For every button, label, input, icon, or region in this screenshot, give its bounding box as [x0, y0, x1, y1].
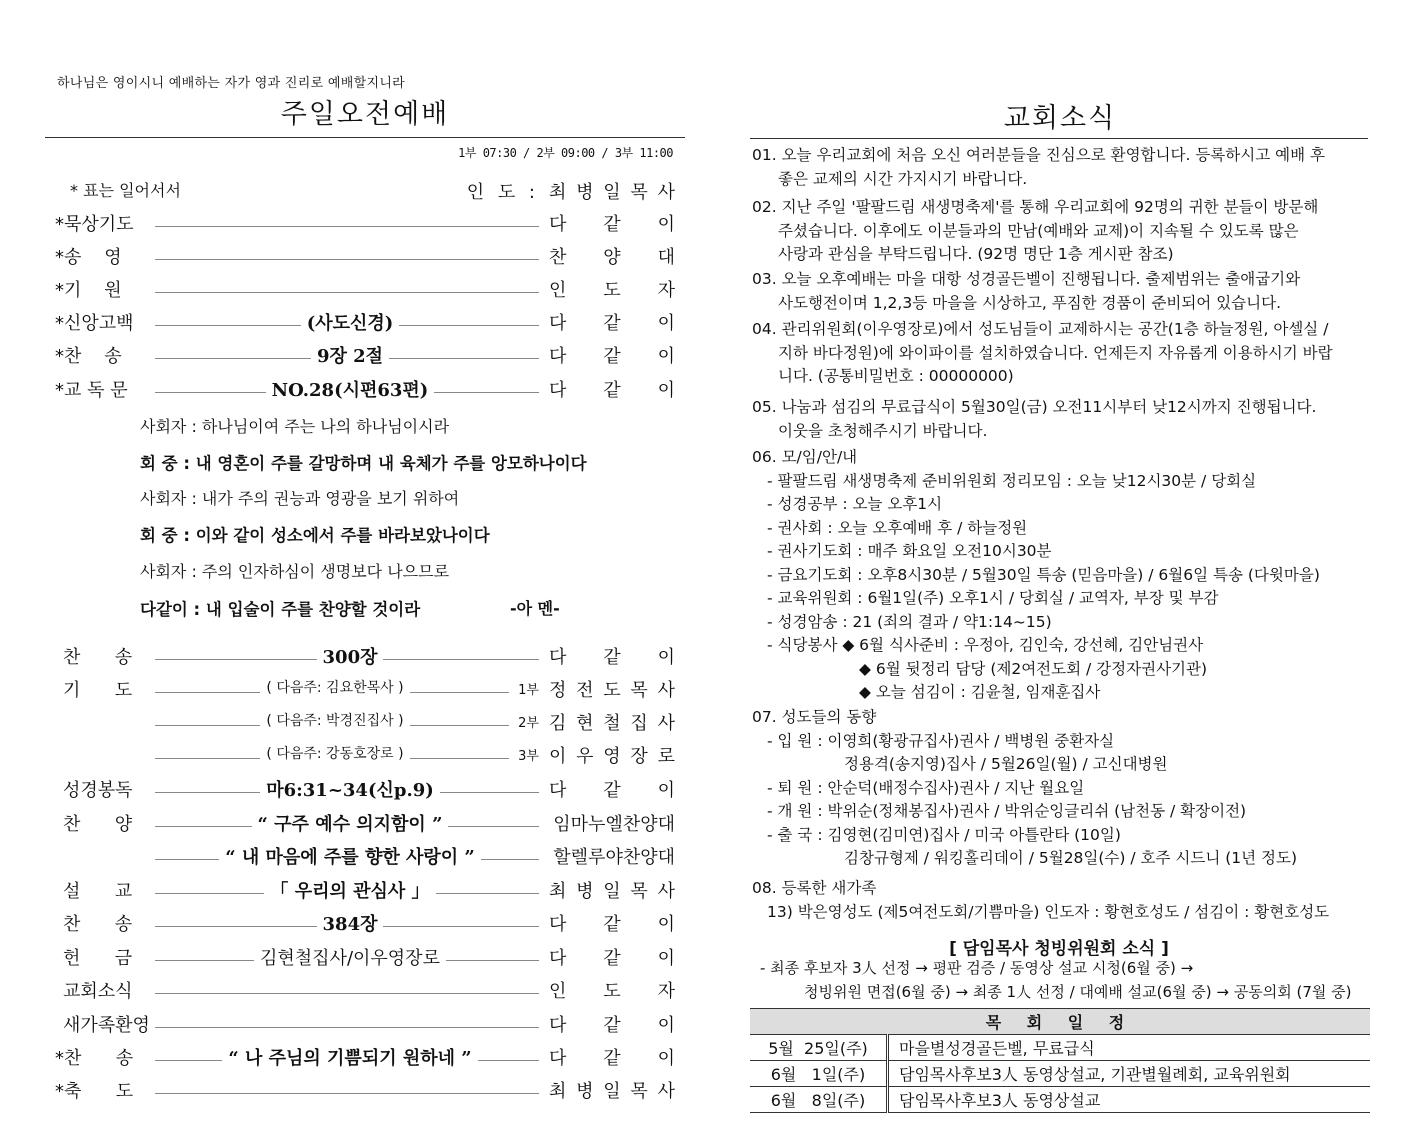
- church-news-page: [705, 0, 1416, 1142]
- order-label: *찬 송: [55, 1048, 134, 1069]
- news-item: [752, 318, 1368, 389]
- order-person: 인 도 자: [549, 280, 675, 301]
- schedule-event: 담임목사후보3人 동영상설교, 기관별월례회, 교육위원회: [888, 1061, 1371, 1087]
- schedule-title: 목 회 일 정: [750, 1009, 1370, 1035]
- meeting-item: - 식당봉사 ◆ 6월 식사준비 : 우정아, 김인숙, 강선혜, 김안님권사: [767, 636, 1204, 654]
- news-item: [752, 196, 1368, 267]
- order-row: [55, 977, 675, 1007]
- news-line: 03. 오늘 오후예배는 마을 대항 성경골든벨이 진행됩니다. 출제범위는 출애굽기와: [752, 270, 1301, 288]
- order-row: [55, 309, 675, 339]
- worship-order-page: [0, 0, 700, 1142]
- news-line: 사랑과 관심을 부탁드립니다. (92명 명단 1층 게시판 참조): [778, 245, 1174, 263]
- news-line: 05. 나눔과 섬김의 무료급식이 5월30일(금) 오전11시부터 낮12시까지 진행됩니다.: [752, 398, 1317, 416]
- order-row: [55, 342, 675, 372]
- schedule-date: 6월 8일(주): [750, 1087, 888, 1113]
- responsive-line: 사회자 : 내가 주의 권능과 영광을 보기 위하여: [140, 489, 460, 508]
- search-committee-title: [ 담임목사 청빙위원회 소식 ]: [949, 939, 1169, 959]
- search-line: 청빙위원 면접(6월 중) → 최종 1人 선정 / 대예배 설교(6월 중) → 공동의회 (7월 중): [804, 982, 1352, 1001]
- order-person: 다 같 이: [549, 647, 675, 668]
- news-item: [752, 268, 1368, 315]
- order-item: NO.28(시편63편): [266, 380, 435, 401]
- search-committee-body: [752, 957, 1368, 1004]
- news-line: 01. 오늘 우리교회에 처음 오신 여러분들을 진심으로 환영합니다. 등록하시고 예배 후: [752, 146, 1325, 164]
- order-label: *찬 송: [55, 346, 122, 367]
- meeting-item: - 성경공부 : 오늘 오후1시: [767, 495, 943, 513]
- news-line: 니다. (공통비밀번호 : 00000000): [778, 367, 1014, 385]
- table-row: [750, 1035, 1370, 1061]
- order-person: 다 같 이: [549, 214, 675, 235]
- table-row: [750, 1061, 1370, 1087]
- meeting-item: - 팔팔드림 새생명축제 준비위원회 정리모임 : 오늘 낮12시30분 / 당회실: [767, 471, 1257, 490]
- order-item: 300장: [317, 647, 384, 668]
- news-item: [752, 144, 1368, 191]
- responsive-line: 사회자 : 하나님이여 주는 나의 하나님이시라: [140, 417, 450, 436]
- news-item: [752, 396, 1368, 443]
- order-row: [55, 243, 675, 273]
- news-line: 주셨습니다. 이후에도 이분들과의 만남(예배와 교제)이 지속될 수 있도록 많은: [778, 221, 1299, 240]
- order-item: 마6:31~34(신p.9): [260, 780, 440, 801]
- order-item: (사도신경): [301, 313, 400, 334]
- order-row: [55, 709, 675, 739]
- order-label: 성경봉독: [63, 780, 133, 801]
- news-line: 04. 관리위원회(이우영장로)에서 성도님들이 교제하시는 공간(1층 하늘정원, 아셀실 /: [752, 320, 1329, 338]
- order-row: [55, 676, 675, 706]
- order-person: 할렐루야찬양대: [553, 847, 675, 868]
- order-row: [55, 210, 675, 240]
- member-item: - 퇴 원 : 안순덕(배정수집사)권사 / 지난 월요일: [767, 778, 1085, 797]
- order-item: 김현철집사/이우영장로: [254, 948, 446, 969]
- leader-name: 최 병 일 목 사: [549, 182, 675, 203]
- news-divider: [750, 138, 1368, 139]
- order-person: 최 병 일 목 사: [549, 881, 675, 902]
- order-row: [55, 877, 675, 907]
- responsive-line: 사회자 : 주의 인자하심이 생명보다 나으므로: [140, 562, 450, 581]
- news-line: 02. 지난 주일 '팔팔드림 새생명축제'를 통해 우리교회에 92명의 귀한 분들이 방문해: [752, 198, 1319, 216]
- order-row: [55, 944, 675, 974]
- order-item: ( 다음주: 강동호장로 ): [260, 746, 409, 762]
- order-person: 이 우 영 장 로: [549, 746, 675, 767]
- service-number: 1부: [518, 683, 539, 698]
- order-item: “ 구주 예수 의지함이 ”: [252, 814, 449, 835]
- order-label: 새가족환영: [63, 1015, 150, 1036]
- order-row: [55, 1011, 675, 1041]
- section-heading: 08. 등록한 새가족: [752, 879, 877, 897]
- order-item: “ 나 주님의 기쁨되기 원하네 ”: [222, 1048, 477, 1069]
- leader-dots: [155, 1027, 539, 1028]
- service-number: 2부: [518, 716, 539, 731]
- order-item: ( 다음주: 김요한목사 ): [260, 680, 409, 696]
- order-row: [55, 776, 675, 806]
- leader-dots: [155, 292, 539, 293]
- responsive-line: 회 중 : 내 영혼이 주를 갈망하며 내 육체가 주를 앙모하나이다: [140, 454, 587, 473]
- worship-title: 주일오전예배: [280, 99, 450, 130]
- leader-label: 인 도 :: [466, 182, 539, 203]
- schedule-event: 담임목사후보3人 동영상설교: [888, 1087, 1371, 1113]
- order-item: ( 다음주: 박경진집사 ): [260, 713, 409, 729]
- order-row: [55, 910, 675, 940]
- order-row: [55, 1077, 675, 1107]
- order-label: *교 독 문: [55, 380, 128, 401]
- order-label: 헌 금: [63, 948, 133, 969]
- member-item: 정용격(송지영)집사 / 5월26일(월) / 고신대병원: [844, 755, 1168, 773]
- order-label: 찬 송: [63, 647, 133, 668]
- leader-dots: [155, 1093, 539, 1094]
- meeting-item: - 교육위원회 : 6월1일(주) 오후1시 / 당회실 / 교역자, 부장 및 부감: [767, 589, 1219, 607]
- news-line: 이웃을 초청해주시기 바랍니다.: [778, 421, 988, 440]
- order-person: 다 같 이: [549, 313, 675, 334]
- order-row: [55, 843, 675, 873]
- order-label: 기 도: [63, 680, 133, 701]
- schedule-table: [750, 1008, 1370, 1113]
- standing-note: * 표는 일어서서: [70, 181, 181, 200]
- order-person: 다 같 이: [549, 914, 675, 935]
- section-heading: 06. 모/임/안/내: [752, 448, 858, 466]
- meeting-item: ◆ 6월 뒷정리 담당 (제2여전도회 / 강정자권사기관): [859, 659, 1208, 678]
- order-person: 인 도 자: [549, 981, 675, 1002]
- meeting-item: ◆ 오늘 섬김이 : 김윤철, 임재훈집사: [859, 683, 1101, 701]
- order-row: [55, 810, 675, 840]
- order-person: 다 같 이: [549, 1048, 675, 1069]
- order-row: [55, 742, 675, 772]
- member-item: - 출 국 : 김영현(김미연)집사 / 미국 아틀란타 (10일): [767, 825, 1121, 844]
- title-divider: [45, 137, 685, 138]
- order-row: [55, 643, 675, 673]
- header-row: [55, 178, 675, 208]
- order-item: “ 내 마음에 주를 향한 사랑이 ”: [219, 847, 481, 868]
- member-item: 김창규형제 / 워킹홀리데이 / 5월28일(수) / 호주 시드니 (1년 정도): [844, 849, 1298, 867]
- order-person: 정 전 도 목 사: [549, 680, 675, 701]
- order-row: [55, 276, 675, 306]
- meeting-item: - 권사회 : 오늘 오후예배 후 / 하늘정원: [767, 518, 1028, 537]
- order-label: *기 원: [55, 280, 122, 301]
- leader-dots: [155, 259, 539, 260]
- order-item: 「 우리의 관심사 」: [264, 881, 435, 902]
- order-person: 찬 양 대: [549, 247, 675, 268]
- member-news: [752, 706, 1368, 871]
- member-item: - 개 원 : 박위순(정채봉집사)권사 / 박위순잉글리쉬 (남천동 / 확장이전): [767, 802, 1247, 820]
- order-label: *송 영: [55, 247, 122, 268]
- section-heading: 07. 성도들의 동향: [752, 708, 877, 726]
- order-person: 최 병 일 목 사: [549, 1081, 675, 1102]
- meeting-item: - 금요기도회 : 오후8시30분 / 5월30일 특송 (믿음마을) / 6월6일 특송 (다윗마을): [767, 565, 1320, 584]
- order-person: 다 같 이: [549, 948, 675, 969]
- new-family-item: 13) 박은영성도 (제5여전도회/기쁨마을) 인도자 : 황현호성도 / 섬김이 : 황현호성도: [767, 902, 1330, 921]
- meeting-item: - 권사기도회 : 매주 화요일 오전10시30분: [767, 542, 1052, 560]
- news-line: 지하 바다정원)에 와이파이를 설치하였습니다. 언제든지 자유롭게 이용하시기 바랍: [778, 343, 1333, 362]
- order-label: *신앙고백: [55, 313, 134, 334]
- order-person: 다 같 이: [549, 780, 675, 801]
- order-person: 다 같 이: [549, 380, 675, 401]
- schedule-date: 5월 25일(주): [750, 1035, 888, 1061]
- member-item: - 입 원 : 이영희(황광규집사)권사 / 백병원 중환자실: [767, 731, 1115, 750]
- order-label: 찬 양: [63, 814, 133, 835]
- order-item: 384장: [317, 914, 384, 935]
- search-line: - 최종 후보자 3人 선정 → 평판 검증 / 동영상 설교 시청(6월 중) →: [760, 959, 1194, 977]
- meeting-notice: [752, 446, 1368, 705]
- service-number: 3부: [518, 749, 539, 764]
- order-label: 교회소식: [63, 981, 133, 1002]
- schedule-event: 마을별성경골든벨, 무료급식: [888, 1035, 1371, 1061]
- amen-text: -아 멘-: [510, 599, 560, 618]
- meeting-item: - 성경암송 : 21 (죄의 결과 / 약1:14~15): [767, 612, 1052, 631]
- table-row: [750, 1087, 1370, 1113]
- motto-verse: 하나님은 영이시니 예배하는 자가 영과 진리로 예배할지니라: [57, 76, 406, 91]
- order-label: *축 도: [55, 1081, 134, 1102]
- leader-dots: [155, 993, 539, 994]
- news-line: 좋은 교제의 시간 가지시기 바랍니다.: [778, 169, 1028, 188]
- news-title: 교회소식: [1003, 103, 1117, 134]
- order-row: [55, 1044, 675, 1074]
- order-row: [55, 376, 675, 406]
- order-label: *묵상기도: [55, 214, 134, 235]
- schedule-date: 6월 1일(주): [750, 1061, 888, 1087]
- order-person: 임마누엘찬양대: [553, 814, 675, 835]
- order-person: 다 같 이: [549, 346, 675, 367]
- order-person: 김 현 철 집 사: [549, 713, 675, 734]
- service-times: 1부 07:30 / 2부 09:00 / 3부 11:00: [458, 146, 673, 160]
- news-line: 사도행전이며 1,2,3등 마을을 시상하고, 푸짐한 경품이 준비되어 있습니다.: [778, 293, 1282, 312]
- order-label: 찬 송: [63, 914, 133, 935]
- order-person: 다 같 이: [549, 1015, 675, 1036]
- responsive-line: 다같이 : 내 입술이 주를 찬양할 것이라: [140, 600, 421, 619]
- order-item: 9장 2절: [311, 346, 389, 367]
- new-family: [752, 877, 1368, 924]
- order-label: 설 교: [63, 881, 133, 902]
- responsive-line: 회 중 : 이와 같이 성소에서 주를 바라보았나이다: [140, 526, 490, 545]
- leader-dots: [155, 226, 539, 227]
